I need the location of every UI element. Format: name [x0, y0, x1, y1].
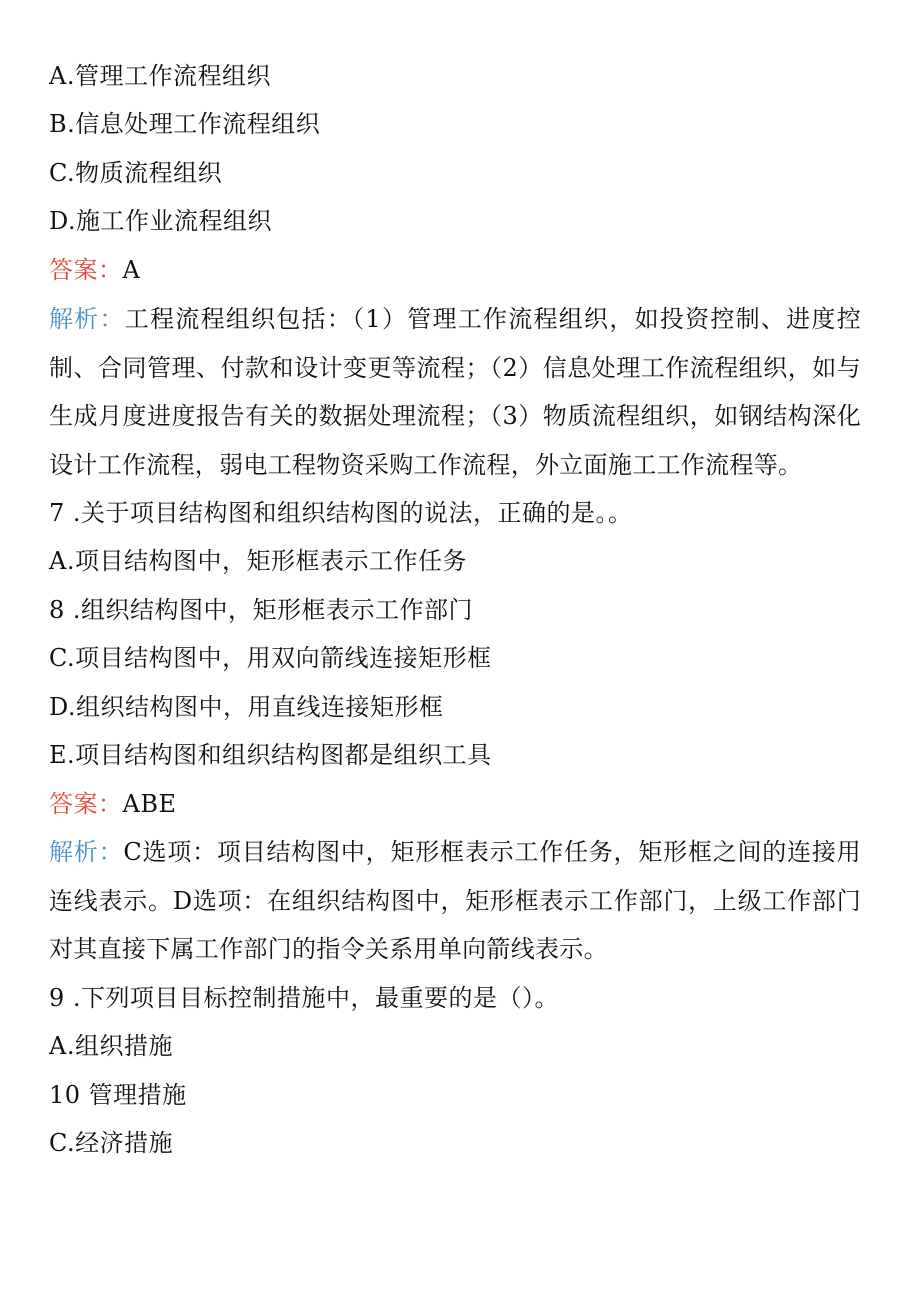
- q6-option-a: A.管理工作流程组织: [49, 62, 271, 90]
- q7-answer: [49, 780, 859, 829]
- analysis-label: 解析：: [49, 305, 125, 333]
- analysis-text: 工程流程组织包括：（1）管理工作流程组织，如投资控制、进度控制、合同管理、付款和设计变更等流程；（2）信息处理工作流程组织，如与生成月度进度报告有关的数据处理流程；（3）物质流程组织，如钢结构深化设计工作流程，弱电工程物资采购工作流程，外立面施工工作流程等。: [49, 305, 861, 479]
- q9-option-c: C.经济措施: [49, 1129, 174, 1157]
- q9-option-a: A.组织措施: [49, 1032, 173, 1060]
- q7-option-d: D.组织结构图中，用直线连接矩形框: [49, 693, 444, 721]
- answer-label: 答案：: [49, 256, 123, 284]
- analysis-text: C选项：项目结构图中，矩形框表示工作任务，矩形框之间的连接用连线表示。D选项：在组织结构图中，矩形框表示工作部门，上级工作部门对其直接下属工作部门的指令关系用单向箭线表示。: [49, 838, 861, 963]
- q7-option-a: A.项目结构图中，矩形框表示工作任务: [49, 547, 467, 575]
- analysis-label: 解析：: [49, 838, 124, 866]
- answer-label: 答案：: [49, 790, 123, 818]
- q6-option-c: C.物质流程组织: [49, 159, 223, 187]
- q7-option-b: 8 .组织结构图中，矩形框表示工作部门: [49, 596, 474, 624]
- q7-option-e: E.项目结构图和组织结构图都是组织工具: [49, 741, 492, 769]
- q7-option-c: C.项目结构图中，用双向箭线连接矩形框: [49, 644, 492, 672]
- q7-stem: 7 .关于项目结构图和组织结构图的说法，正确的是。。: [49, 499, 633, 527]
- q6-option-d: D.施工作业流程组织: [49, 207, 273, 235]
- q6-answer: [49, 246, 859, 295]
- answer-value: A: [122, 256, 141, 284]
- q9-stem: 9 .下列项目目标控制措施中，最重要的是（）。: [49, 984, 560, 1012]
- answer-value: ABE: [122, 790, 177, 818]
- q9-option-b: 10 管理措施: [49, 1081, 187, 1109]
- q6-option-b: B.信息处理工作流程组织: [49, 110, 321, 138]
- q6-analysis: [49, 295, 861, 489]
- q7-analysis: [49, 828, 861, 974]
